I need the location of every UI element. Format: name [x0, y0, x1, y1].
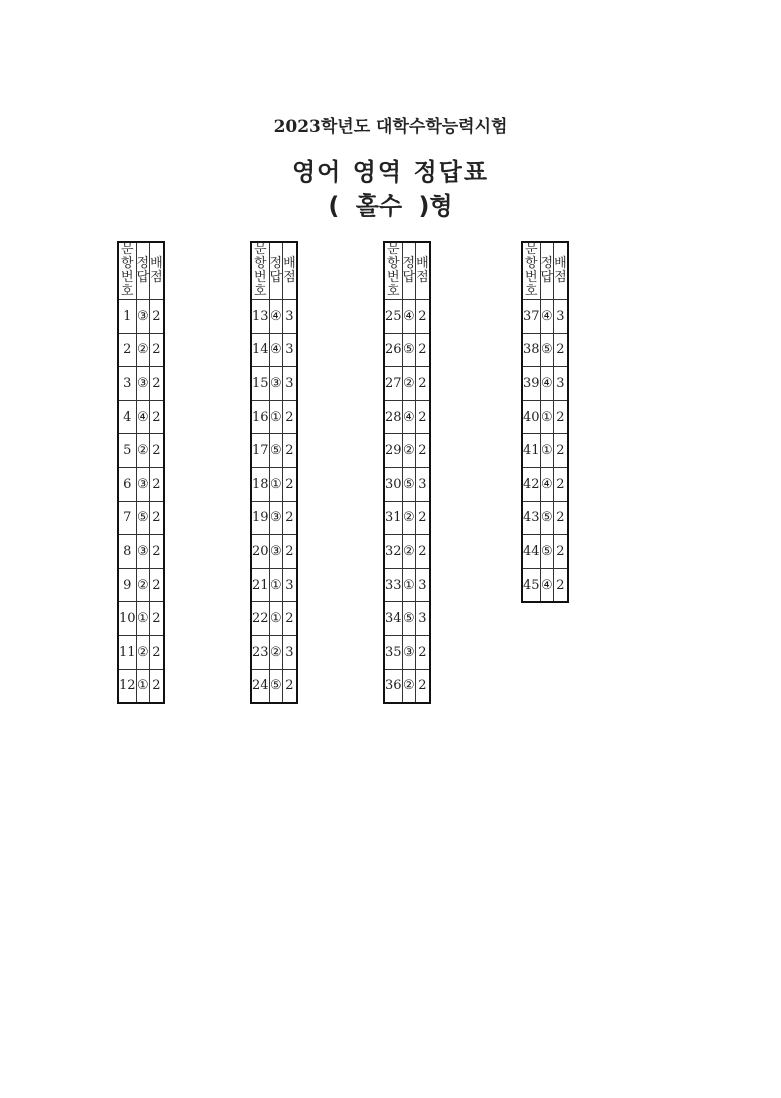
- answer-value: ①: [540, 400, 554, 434]
- answer-value: ①: [540, 434, 554, 468]
- question-number: 19: [251, 501, 269, 535]
- question-number: 6: [118, 467, 136, 501]
- table-row: [522, 333, 568, 367]
- table-row: [118, 535, 164, 569]
- table-row: [522, 300, 568, 334]
- points-value: 2: [283, 602, 297, 636]
- points-value: 3: [554, 300, 568, 334]
- points-value: 2: [283, 669, 297, 703]
- table-row: [384, 501, 430, 535]
- question-number: 12: [118, 669, 136, 703]
- table-row: [384, 300, 430, 334]
- question-number: 10: [118, 602, 136, 636]
- table-row: [118, 669, 164, 703]
- table-row: [118, 434, 164, 468]
- question-number: 2: [118, 333, 136, 367]
- header-number: [118, 242, 136, 300]
- header-number-line1: 문항: [524, 242, 538, 271]
- question-number: 21: [251, 568, 269, 602]
- answer-value: ⑤: [540, 501, 554, 535]
- header-answer: 정답: [269, 242, 283, 300]
- answer-value: ②: [402, 501, 416, 535]
- answer-value: ①: [269, 602, 283, 636]
- question-number: 13: [251, 300, 269, 334]
- answer-value: ④: [540, 300, 554, 334]
- question-number: 25: [384, 300, 402, 334]
- question-number: 20: [251, 535, 269, 569]
- answer-value: ④: [402, 300, 416, 334]
- points-value: 2: [554, 434, 568, 468]
- question-number: 44: [522, 535, 540, 569]
- table-row: [522, 501, 568, 535]
- header-number: [522, 242, 540, 300]
- table-row: [118, 367, 164, 401]
- points-value: 2: [416, 367, 430, 401]
- answer-value: ④: [269, 300, 283, 334]
- answer-value: ③: [269, 367, 283, 401]
- answer-table-2: [250, 241, 298, 704]
- points-value: 2: [416, 501, 430, 535]
- points-value: 2: [283, 434, 297, 468]
- header-points: 배점: [150, 242, 164, 300]
- table-header-row: [118, 242, 164, 300]
- points-value: 2: [554, 568, 568, 602]
- table-row: [118, 333, 164, 367]
- table-row: [384, 400, 430, 434]
- points-value: 2: [283, 501, 297, 535]
- points-value: 2: [150, 434, 164, 468]
- table-row: [251, 333, 297, 367]
- table-row: [118, 467, 164, 501]
- table-row: [522, 568, 568, 602]
- table-row: [251, 400, 297, 434]
- answer-value: ②: [402, 434, 416, 468]
- answer-value: ①: [269, 467, 283, 501]
- question-number: 33: [384, 568, 402, 602]
- points-value: 3: [416, 467, 430, 501]
- table-row: [522, 400, 568, 434]
- question-number: 36: [384, 669, 402, 703]
- answer-value: ①: [402, 568, 416, 602]
- question-number: 22: [251, 602, 269, 636]
- header-number-line2: 번호: [386, 270, 400, 299]
- answer-value: ③: [136, 467, 150, 501]
- header-number-line2: 번호: [253, 270, 267, 299]
- header-number-line1: 문항: [120, 242, 134, 271]
- question-number: 3: [118, 367, 136, 401]
- answer-table-3: [383, 241, 431, 704]
- question-number: 18: [251, 467, 269, 501]
- table-row: [251, 602, 297, 636]
- question-number: 15: [251, 367, 269, 401]
- question-number: 9: [118, 568, 136, 602]
- question-number: 31: [384, 501, 402, 535]
- points-value: 3: [283, 367, 297, 401]
- answer-value: ⑤: [269, 434, 283, 468]
- question-number: 8: [118, 535, 136, 569]
- answer-value: ③: [136, 367, 150, 401]
- question-number: 40: [522, 400, 540, 434]
- question-number: 45: [522, 568, 540, 602]
- points-value: 2: [283, 467, 297, 501]
- points-value: 2: [283, 400, 297, 434]
- answer-value: ②: [402, 669, 416, 703]
- table-row: [384, 333, 430, 367]
- header-number-line2: 번호: [120, 270, 134, 299]
- table-row: [522, 434, 568, 468]
- question-number: 37: [522, 300, 540, 334]
- question-number: 17: [251, 434, 269, 468]
- question-number: 39: [522, 367, 540, 401]
- answer-value: ⑤: [540, 333, 554, 367]
- table-row: [251, 300, 297, 334]
- answer-value: ②: [136, 568, 150, 602]
- question-number: 28: [384, 400, 402, 434]
- table-row: [522, 467, 568, 501]
- answer-table-1: [117, 241, 165, 704]
- table-row: [251, 568, 297, 602]
- points-value: 2: [554, 467, 568, 501]
- table-row: [251, 467, 297, 501]
- points-value: 3: [283, 568, 297, 602]
- question-number: 24: [251, 669, 269, 703]
- table-row: [522, 367, 568, 401]
- points-value: 2: [150, 602, 164, 636]
- sheet-title: 영어 영역 정답표: [292, 158, 489, 186]
- answer-value: ⑤: [402, 333, 416, 367]
- points-value: 2: [150, 669, 164, 703]
- answer-value: ⑤: [402, 602, 416, 636]
- points-value: 2: [150, 300, 164, 334]
- table-row: [251, 367, 297, 401]
- question-number: 32: [384, 535, 402, 569]
- header-number: [251, 242, 269, 300]
- answer-value: ③: [269, 535, 283, 569]
- points-value: 2: [554, 501, 568, 535]
- question-number: 11: [118, 635, 136, 669]
- answer-value: ④: [540, 467, 554, 501]
- question-number: 35: [384, 635, 402, 669]
- answer-value: ①: [269, 568, 283, 602]
- question-number: 29: [384, 434, 402, 468]
- points-value: 3: [283, 300, 297, 334]
- answer-value: ②: [402, 535, 416, 569]
- points-value: 3: [416, 602, 430, 636]
- question-number: 26: [384, 333, 402, 367]
- question-number: 5: [118, 434, 136, 468]
- table-row: [522, 535, 568, 569]
- answer-value: ③: [136, 535, 150, 569]
- answer-value: ④: [136, 400, 150, 434]
- points-value: 2: [416, 300, 430, 334]
- question-number: 4: [118, 400, 136, 434]
- table-row: [384, 635, 430, 669]
- table-header-row: [251, 242, 297, 300]
- table-row: [384, 367, 430, 401]
- points-value: 2: [150, 367, 164, 401]
- question-number: 41: [522, 434, 540, 468]
- question-number: 43: [522, 501, 540, 535]
- points-value: 3: [283, 333, 297, 367]
- table-row: [251, 635, 297, 669]
- table-row: [384, 434, 430, 468]
- answer-value: ④: [269, 333, 283, 367]
- answer-value: ⑤: [136, 501, 150, 535]
- points-value: 2: [416, 535, 430, 569]
- question-number: 42: [522, 467, 540, 501]
- header-number: [384, 242, 402, 300]
- points-value: 2: [416, 635, 430, 669]
- question-number: 7: [118, 501, 136, 535]
- answer-value: ①: [136, 602, 150, 636]
- header-points: 배점: [283, 242, 297, 300]
- table-row: [384, 669, 430, 703]
- answer-value: ②: [136, 635, 150, 669]
- table-row: [251, 434, 297, 468]
- header-points: 배점: [554, 242, 568, 300]
- header-number-line1: 문항: [386, 242, 400, 271]
- header-answer: 정답: [402, 242, 416, 300]
- answer-table-4: [521, 241, 569, 603]
- table-row: [384, 535, 430, 569]
- answer-value: ④: [402, 400, 416, 434]
- points-value: 3: [554, 367, 568, 401]
- header-answer: 정답: [540, 242, 554, 300]
- points-value: 2: [150, 635, 164, 669]
- answer-value: ②: [269, 635, 283, 669]
- answer-value: ②: [136, 333, 150, 367]
- table-row: [384, 602, 430, 636]
- table-row: [384, 568, 430, 602]
- points-value: 2: [554, 535, 568, 569]
- header-number-line2: 번호: [524, 270, 538, 299]
- table-header-row: [522, 242, 568, 300]
- points-value: 2: [150, 568, 164, 602]
- points-value: 3: [283, 635, 297, 669]
- table-row: [251, 501, 297, 535]
- answer-value: ⑤: [402, 467, 416, 501]
- answer-value: ④: [540, 367, 554, 401]
- points-value: 2: [554, 333, 568, 367]
- header-points: 배점: [416, 242, 430, 300]
- header-answer: 정답: [136, 242, 150, 300]
- table-row: [251, 535, 297, 569]
- table-row: [118, 501, 164, 535]
- answer-value: ③: [269, 501, 283, 535]
- points-value: 2: [416, 400, 430, 434]
- question-number: 14: [251, 333, 269, 367]
- answer-value: ③: [402, 635, 416, 669]
- table-row: [118, 602, 164, 636]
- answer-value: ③: [136, 300, 150, 334]
- question-number: 38: [522, 333, 540, 367]
- answer-value: ①: [136, 669, 150, 703]
- table-row: [118, 400, 164, 434]
- table-row: [118, 300, 164, 334]
- answer-value: ⑤: [269, 669, 283, 703]
- answer-value: ⑤: [540, 535, 554, 569]
- question-number: 23: [251, 635, 269, 669]
- question-number: 34: [384, 602, 402, 636]
- answer-value: ④: [540, 568, 554, 602]
- header-number-line1: 문항: [253, 242, 267, 271]
- question-number: 30: [384, 467, 402, 501]
- table-row: [251, 669, 297, 703]
- points-value: 2: [554, 400, 568, 434]
- exam-title: 2023학년도 대학수학능력시험: [273, 117, 508, 137]
- answer-value: ②: [136, 434, 150, 468]
- points-value: 2: [416, 669, 430, 703]
- table-row: [118, 568, 164, 602]
- points-value: 2: [150, 501, 164, 535]
- points-value: 2: [283, 535, 297, 569]
- answer-value: ②: [402, 367, 416, 401]
- points-value: 2: [150, 535, 164, 569]
- points-value: 3: [416, 568, 430, 602]
- table-row: [118, 635, 164, 669]
- form-type: ( 홀수 )형: [328, 192, 453, 220]
- points-value: 2: [150, 467, 164, 501]
- points-value: 2: [416, 434, 430, 468]
- points-value: 2: [150, 400, 164, 434]
- question-number: 16: [251, 400, 269, 434]
- table-row: [384, 467, 430, 501]
- question-number: 1: [118, 300, 136, 334]
- points-value: 2: [416, 333, 430, 367]
- answer-value: ①: [269, 400, 283, 434]
- table-header-row: [384, 242, 430, 300]
- points-value: 2: [150, 333, 164, 367]
- question-number: 27: [384, 367, 402, 401]
